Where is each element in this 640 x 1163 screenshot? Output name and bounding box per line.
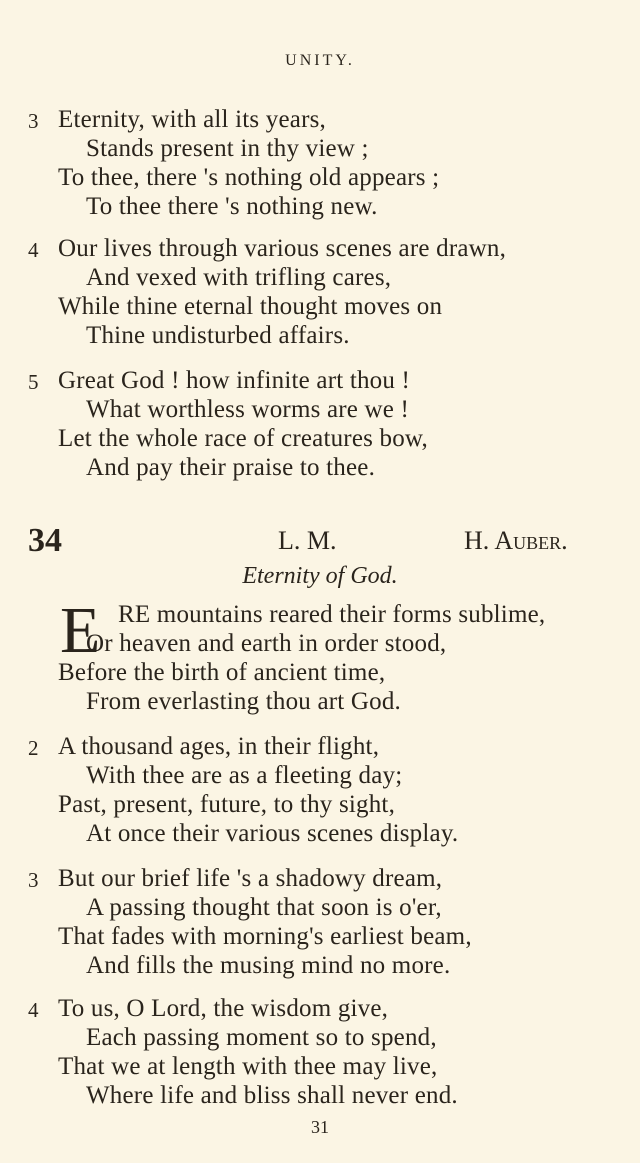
stanza-line: What worthless worms are we ! (86, 396, 410, 423)
stanza-line: Our lives through various scenes are drawn, (58, 235, 507, 262)
stanza-line: To thee, there 's nothing old appears ; (58, 164, 440, 191)
stanza-line: Let the whole race of creatures bow, (58, 425, 428, 452)
stanza-line: To thee there 's nothing new. (86, 193, 378, 220)
stanza-line: That we at length with thee may live, (58, 1053, 438, 1080)
hymn-number: 34 (28, 522, 62, 559)
stanza-line: Great God ! how infinite art thou ! (58, 367, 411, 394)
stanza-line: A thousand ages, in their flight, (58, 733, 380, 760)
stanza-line: Stands present in thy view ; (86, 135, 369, 162)
stanza-line: With thee are as a fleeting day; (86, 762, 403, 789)
stanza-line: And pay their praise to thee. (86, 454, 376, 481)
stanza-line: RE mountains reared their forms sublime, (118, 601, 546, 628)
stanza-number: 2 (28, 736, 39, 760)
stanza-line: From everlasting thou art God. (86, 688, 401, 715)
stanza-line: Eternity, with all its years, (58, 106, 327, 133)
stanza-number: 3 (28, 868, 39, 892)
stanza-line: And vexed with trifling cares, (86, 264, 392, 291)
hymn-title: Eternity of God. (242, 563, 398, 589)
hymn-author: H. Auber. (464, 526, 568, 555)
stanza-number: 3 (28, 109, 39, 133)
running-head: UNITY. (285, 52, 355, 69)
stanza-line: Each passing moment so to spend, (86, 1024, 437, 1051)
drop-cap: E (60, 594, 101, 667)
stanza-number: 5 (28, 370, 39, 394)
hymn-meter: L. M. (278, 526, 337, 555)
stanza-line: While thine eternal thought moves on (58, 293, 443, 320)
stanza-line: That fades with morning's earliest beam, (58, 923, 472, 950)
stanza-line: Or heaven and earth in order stood, (86, 630, 447, 657)
stanza-line: At once their various scenes display. (86, 820, 459, 847)
stanza-line: A passing thought that soon is o'er, (86, 894, 442, 921)
stanza-number: 4 (28, 238, 39, 262)
stanza-line: Where life and bliss shall never end. (86, 1082, 458, 1109)
stanza-line: Thine undisturbed affairs. (86, 322, 350, 349)
stanza-line: Before the birth of ancient time, (58, 659, 386, 686)
stanza-line: But our brief life 's a shadowy dream, (58, 865, 443, 892)
hymn-header (0, 522, 640, 558)
stanza-number: 4 (28, 998, 39, 1022)
stanza-line: And fills the musing mind no more. (86, 952, 451, 979)
stanza-line: To us, O Lord, the wisdom give, (58, 995, 389, 1022)
stanza-line: Past, present, future, to thy sight, (58, 791, 396, 818)
page-number: 31 (311, 1117, 329, 1137)
